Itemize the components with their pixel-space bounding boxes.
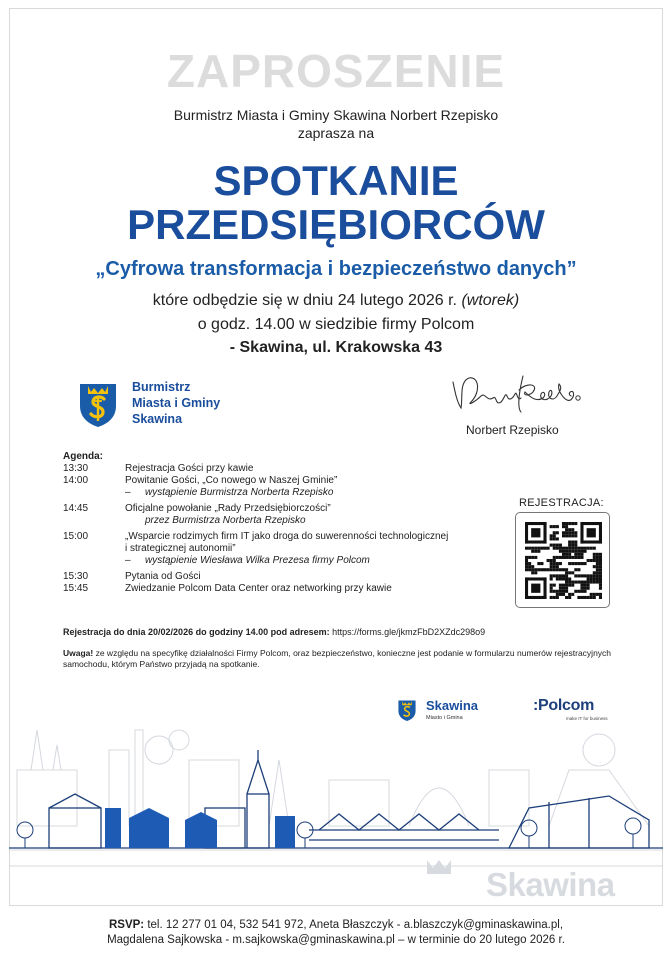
event-day: (wtorek) — [461, 292, 520, 309]
agenda-item — [63, 583, 513, 595]
agenda-sub — [63, 487, 513, 499]
notice-text: ze względu na specyfikę działalności Firmy Polcom, oraz bezpieczeństwo, konieczne jest podanie w formularzu numerów rejestracyjnych samochodu, którym Państwo przyjadą na spotkanie. — [63, 648, 612, 669]
skawina-logo-sub: Miasto i Gmina — [426, 715, 463, 721]
agenda-text: „Wsparcie rodzimych firm IT jako droga do suwerenności technologicznej — [125, 531, 449, 542]
agenda-speaker: wystąpienie Burmistrza Norberta Rzepisko — [145, 487, 334, 498]
agenda-speaker: przez Burmistrza Norberta Rzepisko — [145, 515, 306, 526]
notice-lead: Uwaga! — [63, 648, 94, 658]
organizer-name — [132, 379, 220, 427]
agenda-text: Rejestracja Gości przy kawie — [125, 463, 254, 474]
footer-brand: Skawina — [486, 866, 615, 903]
qr-code-icon[interactable] — [515, 512, 610, 608]
agenda — [63, 451, 513, 595]
agenda-time: 15:45 — [63, 583, 89, 594]
agenda-item — [63, 503, 513, 515]
agenda-title: Agenda: — [63, 451, 103, 462]
agenda-text: Pytania od Gości — [125, 571, 201, 582]
agenda-time: 13:30 — [63, 463, 89, 474]
registration-label: REJESTRACJA: — [519, 497, 604, 509]
event-date-line — [0, 292, 672, 310]
event-title-line-1: SPOTKANIE — [213, 157, 459, 204]
notice — [63, 648, 623, 670]
event-subtitle: „Cyfrowa transformacja i bezpieczeństwo danych” — [95, 258, 577, 280]
agenda-sub — [63, 515, 513, 527]
agenda-text: Powitanie Gości, „Co nowego w Naszej Gminie” — [125, 475, 338, 486]
agenda-text: Oficjalne powołanie „Rady Przedsiębiorczości” — [125, 503, 331, 514]
event-date: które odbędzie się w dniu 24 lutego 2026 r. — [152, 292, 457, 309]
organizer-name-line-2: Miasta i Gminy — [132, 396, 221, 410]
rsvp-line-1 — [0, 919, 672, 931]
signatory-name: Norbert Rzepisko — [466, 423, 559, 437]
skawina-logo-name: Skawina — [426, 698, 479, 713]
rsvp-line-2: Magdalena Sajkowska - m.sajkowska@gminaskawina.pl – w terminie do 20 lutego 2026 r. — [107, 934, 565, 946]
agenda-item — [63, 571, 513, 583]
agenda-item — [63, 475, 513, 487]
agenda-dash: – — [125, 555, 131, 566]
agenda-text: Zwiedzanie Polcom Data Center oraz networking przy kawie — [125, 583, 392, 594]
agenda-dash: – — [125, 487, 131, 498]
agenda-time: 14:00 — [63, 475, 89, 486]
agenda-item — [63, 463, 513, 475]
invite-line-1: Burmistrz Miasta i Gminy Skawina Norbert Rzepisko — [173, 107, 499, 123]
event-title-line-2: PRZEDSIĘBIORCÓW — [127, 201, 545, 248]
agenda-item — [63, 531, 513, 543]
rsvp-contacts-1: tel. 12 277 01 04, 532 541 972, Aneta Błaszczyk - a.blaszczyk@gminaskawina.pl, — [144, 919, 564, 931]
handwritten-signature-icon — [447, 368, 597, 418]
registration-deadline: Rejestracja do dnia 20/02/2026 do godziny 14.00 pod adresem: — [63, 627, 330, 637]
qr-code-graphic — [525, 522, 602, 599]
polcom-logo-sub: make IT for business — [566, 716, 608, 721]
watermark-title: ZAPROSZENIE — [166, 45, 506, 97]
organizer-name-line-3: Skawina — [132, 412, 183, 426]
invite-line-2: zaprasza na — [297, 125, 375, 141]
event-time-line: o godz. 14.00 w siedzibie firmy Polcom — [197, 316, 475, 333]
agenda-speaker: wystąpienie Wiesława Wilka Prezesa firmy Polcom — [145, 555, 370, 566]
organizer-name-line-1: Burmistrz — [132, 380, 191, 394]
agenda-time: 15:00 — [63, 531, 89, 542]
registration-link[interactable]: https://forms.gle/jkmzFbD2XZdc298o9 — [332, 627, 486, 637]
agenda-sub — [63, 555, 513, 567]
rsvp-lead: RSVP: — [108, 919, 145, 931]
skawina-crest-icon — [77, 380, 119, 428]
polcom-logo-name: :Polcom — [533, 697, 595, 714]
agenda-time: 15:30 — [63, 571, 89, 582]
agenda-time: 14:45 — [63, 503, 89, 514]
event-place-line: - Skawina, ul. Krakowska 43 — [229, 339, 443, 356]
registration-info — [63, 627, 485, 637]
agenda-text-continued: i strategicznej autonomii” — [125, 543, 236, 554]
